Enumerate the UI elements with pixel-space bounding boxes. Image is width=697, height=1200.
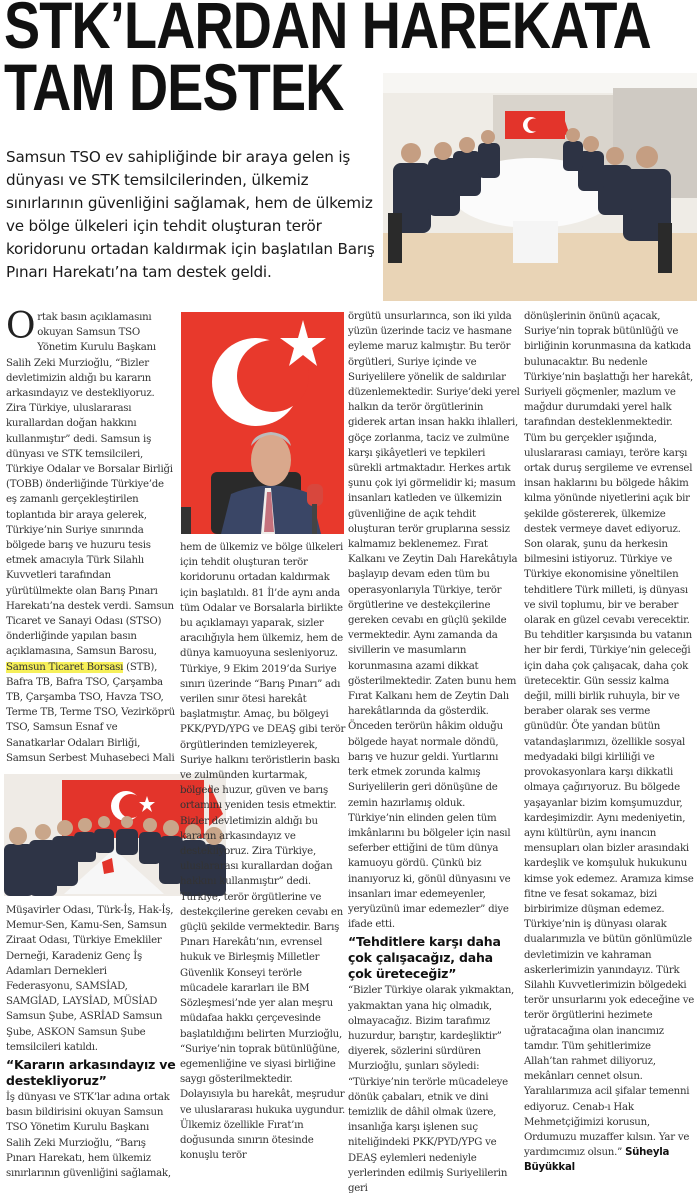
drop-cap: O [6,306,36,347]
article-paragraph: örgütü unsurlarınca, son iki yılda yüzün üzerinde taciz ve hasmane eyleme maruz kalmıştır. Bu terör örgütleri, Suriye içinde ve Suriyelilere yönelik de saldırılar düzenlemektedir. Suriye’deki yerel halkın da terör örgütlerinin giderek artan insan hakkı ihlalleri, göçe zorlanma, taciz ve zulmüne karşı şikâyetleri ve tepkileri sürekli artmaktadır. Herkes artık şunu çok iyi görmelidir ki; masum insanları katleden ve ülkemizin güvenliğine de açık tehdit oluşturan terör gruplarına sessiz kalmamız beklenemez. Fırat Kalkanı ve Zeytin Dalı Harekâtıyla başlayıp devam eden tüm bu operasyonlarıyla Türkiye, terör örgütlerine ve destekçilerine gereken cevabı en güçlü şekilde vermektedir. Aynı zamanda da sivillerin ve masumların korunmasına azami dikkat gösterilmektedir. Zaten bunu hem Fırat Kalkanı hem de Zeytin Dalı harekâtlarında da gösterdik. Önceden terörün hâkim olduğu bölgede hayat normale döndü, barış ve huzur geldi. Yurtlarını terk etmek zorunda kalmış Suriyelilerin geri dönüşüne de zemin hazırlamış olduk. Türkiye’nin elinden gelen tüm imkânlarını bu bölgeler için nasıl seferber ettiğini de tüm dünya kamuoyu gördü. Çünkü biz inanıyoruz ki, gönül dünyasını ve insanları imar edemeyenler, yeryüzünü imar edemezler” diye ifade etti. [348,311,520,931]
article-column-3 [348,309,520,1196]
speaker-illustration [181,312,344,534]
article-column-2 [180,540,346,1163]
article-paragraph: “Bizler Türkiye olarak yıkmaktan, yakmaktan yana hiç olmadık, olmayacağız. Bizim tarafımız huzurdur, barıştır, kardeşliktir” diyerek, sözlerini sürdüren Murzioğlu, şunları söyledi: “Türkiye’nin terörle mücadeleye dönük çabaları, etnik ve dini temizlik de dâhil olmak üzere, insanlığa karşı işlenen suç niteliğindeki PKK/PYD/YPG ve DEAŞ eylemleri nedeniyle yerlerinden edilmiş Suriyelilerin geri [348,985,515,1194]
headline-line-2: TAM DESTEK [4,50,344,124]
article-column-1-continued [6,903,176,1181]
meeting-table-illustration [383,73,697,301]
speaker-with-flag-photo [181,312,344,534]
subheading: “Tehditlere karşı daha çok çalışacağız, daha çok üreteceğiz” [348,934,501,982]
author-byline: Süheyla Büyükkal [524,1147,670,1174]
article-paragraph: hem de ülkemiz ve bölge ülkeleri için tehdit oluşturan terör koridorunu ortadan kaldırmak için başlatıldı. 81 İl’de aynı anda tüm Odalar ve Borsalarla birlikte bu açıklamayı yaparak, sizler aracılığıyla hem ülkemiz, hem de dünya kamuoyuna sesleniyoruz. Türkiye, 9 Ekim 2019’da Suriye sınırı üzerinde “Barış Pınarı” adı verilen sınır ötesi harekât başlatmıştır. Amaç, bu bölgeyi PKK/PYD/YPG ve DEAŞ gibi terör örgütlerinden temizleyerek, Suriye halkını teröristlerin baskı ve zulmünden kurtarmak, bölgede huzur, güven ve barış ortamını yeniden tesis etmektir. Bizler devletimizin aldığı bu kararın arkasındayız ve destekliyoruz. Zira Türkiye, uluslararası kurallardan doğan hakkını kullanmıştır” dedi. Türkiye, terör örgütlerine ve destekçilerine gereken cevabı en güçlü şekilde vermektedir. Barış Pınarı Harekâtı’nın, evrensel hukuk ve Birleşmiş Milletler Güvenlik Konseyi terörle mücadele kararları ile BM Sözleşmesi’nde yer alan meşru müdafaa hakkı çerçevesinde başlatıldığını belirten Murzioğlu, “Suriye’nin toprak bütünlüğüne, egemenliğine ve siyasi birliğine saygı gösterilmektedir. Dolayısıyla bu harekât, meşrudur ve uluslararası hukuka uygundur. Ülkemiz özellikle Fırat’ın doğusunda sınırın ötesinde konuşlu terör [180,542,346,1162]
deck-summary: Samsun TSO ev sahipliğinde bir araya gelen iş dünyası ve STK temsilcilerinden, ülkemiz sınırlarının güvenliğini sağlamak, hem de ülkemiz ve bölge ülkeleri için tehdit oluşturan terör koridorunu ortadan kaldırmak için başlatılan Barış Pınarı Harekatı’na tam destek geldi. [6,148,375,281]
microphone [307,484,323,506]
highlighted-text: Samsun Ticaret Borsası [6,661,124,673]
article-column-1 [6,306,176,766]
article-paragraph: Ortak basın açıklamasını okuyan Samsun TSO Yönetim Kurulu Başkanı Salih Zeki Murzioğlu, “Bizler devletimizin aldığı bu kararın arkasındayız ve destekliyoruz. Zira Türkiye, uluslararası kurallardan doğan hakkını kullanmıştır” dedi. Samsun iş dünyası ve STK temsilcileri, Türkiye Odalar ve Borsalar Birliği (TOBB) önderliğinde Türkiye’de eş zamanlı gerçekleştirilen toplantıda bir araya gelerek, Türkiye’nin Suriye sınırında bölgede barış ve huzuru tesis etmek amacıyla Türk Silahlı Kuvvetleri tarafından yürütülmekte olan Barış Pınarı Harekatı’na destek verdi. Samsun Ticaret ve Sanayi Odası (STSO) önderliğinde yapılan basın açıklamasına, Samsun Barosu, Samsun Ticaret Borsası (STB), Bafra TB, Bafra TSO, Çarşamba TB, Çarşamba TSO, Havza TSO, Terme TB, Terme TSO, Vezirköprü TSO, Samsun Esnaf ve Sanatkarlar Odaları Birliği, Samsun Serbest Muhasebeci Mali [6,306,175,764]
subheading: “Kararın arkasındayız ve destekliyoruz” [6,1057,176,1089]
meeting-table-photo [383,73,697,301]
headline-line-1: STK’LARDAN HAREKATA [4,0,651,62]
article-paragraph: Müşavirler Odası, Türk-İş, Hak-İş, Memur-Sen, Kamu-Sen, Samsun Ziraat Odası, Türkiye Emekliler Derneği, Karadeniz Genç İş Adamları Dernekleri Federasyonu, SAMSİAD, SAMGİAD, LAYSİAD, MÜSİAD Samsun Şube, ASRİAD Samsun Şube, ASKON Samsun Şube temsilcileri katıldı. [6,905,174,1053]
article-paragraph: dönüşlerinin önünü açacak, Suriye’nin toprak bütünlüğü ve birliğinin korunmasına da katkıda bulunacaktır. Bu nedenle Türkiye’nin başlattığı her harekât, Suriyeli göçmenler, mazlum ve mağdur durumdaki yerel halk tarafından desteklenmektedir. Tüm bu gerçekler ışığında, uluslararası camiayı, teröre karşı ortak duruş sergileme ve evrensel insan haklarını bu bölgede hâkim kılma yönünde niyetlerini açık bir şekilde göstererek, ülkemize destek vermeye davet ediyoruz. Son olarak, şunu da herkesin bilmesini istiyoruz. Türkiye ve Türkiye ekonomisine yöneltilen tehditlere Türk milleti, iş dünyası ve sivil toplumu, bir ve beraber olarak en güzel cevabı verecektir. Bu tehditler karşısında bu vatanın her bir ferdi, Türkiye’nin geleceği için daha çok çalışacak, daha çok üretecektir. Gün sessiz kalma değil, milli birlik ruhuyla, bir ve beraber olarak ses verme günüdür. Öte yandan bütün vatandaşlarımızı, özellikle sosyal medyadaki bilgi kirliliği ve provokasyonlara karşı dikkatli olmaya çağırıyoruz. Bu bölgede yaşayanlar bizim komşumuzdur, kardeşimizdir. Aynı medeniyetin, aynı kültürün, aynı inancın mensupları olan bizler arasındaki kardeşlik ve komşuluk hukukunu kimse yok edemez. Aramıza kimse fitne ve fesat sokamaz, bizi birbirimize düşman edemez. Türkiye’nin iş dünyası olarak dualarımızla ve bütün gönlümüzle devletimizin ve kahraman askerlerimizin yanındayız. Türk Silahlı Kuvvetlerimizin bölgedeki terör unsurlarını yok edeceğine ve terör örgütlerini hezimete uğratacağına olan inancımız tamdır. Tüm şehitlerimize Allah’tan rahmet diliyoruz, mekânları cennet olsun. Yaralılarımıza acil şifalar temenni ediyoruz. Cenab-ı Hak Mehmetçiğimizi korusun, Ordumuzu muzaffer kılsın. Yar ve yardımcımız olsun.” Süheyla Büyükkal [524,311,695,1174]
article-paragraph: İş dünyası ve STK’lar adına ortak basın bildirisini okuyan Samsun TSO Yönetim Kurulu Başkanı Salih Zeki Murzioğlu, “Barış Pınarı Harekatı, hem ülkemiz sınırlarının güvenliğini sağlamak, [6,1092,171,1180]
article-column-4 [524,309,696,1176]
